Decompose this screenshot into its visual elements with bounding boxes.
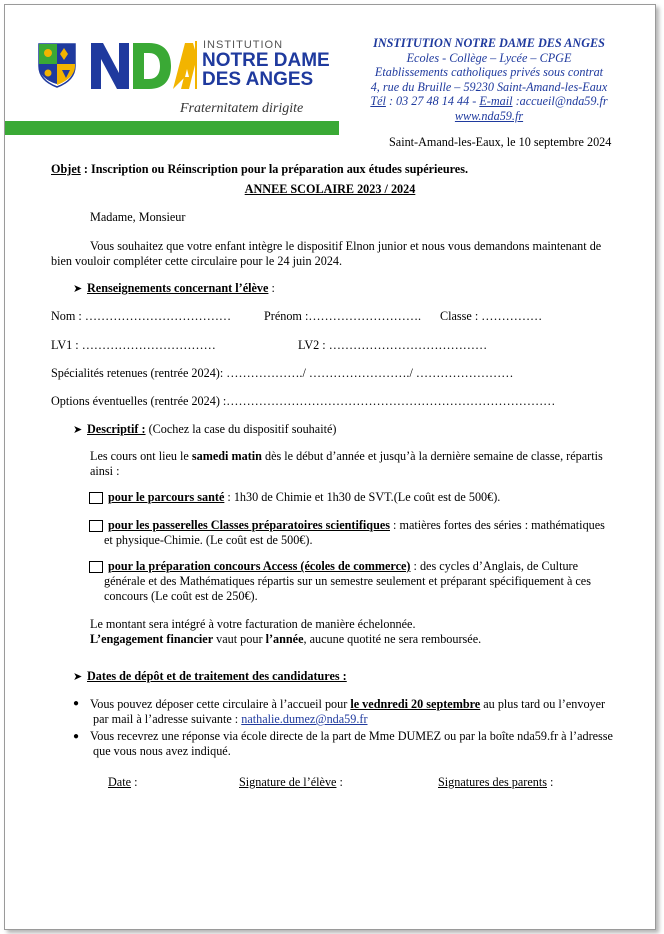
- engagement-mid: vaut pour: [213, 632, 266, 646]
- option2-title: pour les passerelles Classes préparatoires scientifiques: [108, 518, 390, 532]
- date-line: Saint-Amand-les-Eaux, le 10 septembre 2024: [389, 135, 612, 149]
- lv2-field[interactable]: LV2 : …………………………………: [298, 338, 488, 352]
- objet-label: Objet: [51, 162, 81, 176]
- email-link[interactable]: nathalie.dumez@nda59.fr: [241, 712, 368, 726]
- section2-subtitle: (Cochez la case du dispositif souhaité): [145, 422, 337, 436]
- option3-line-2: générale et des Mathématiques répartis sur un semestre seulement et préparant spécifiquement à ces: [104, 574, 591, 588]
- student-signature-suffix: :: [336, 775, 343, 789]
- option2-line-2: et physique-Chimie. (Le coût est de 500€).: [104, 533, 313, 547]
- salutation: Madame, Monsieur: [90, 210, 186, 224]
- green-band: [5, 121, 339, 135]
- bullet1-text-a: Vous pouvez déposer cette circulaire à l’accueil pour: [90, 697, 351, 711]
- checkbox-concours-access[interactable]: [89, 561, 103, 573]
- engagement-bold: L’engagement financier: [90, 632, 214, 646]
- option2-text: : matières fortes des séries : mathématiques: [390, 518, 605, 532]
- website-link[interactable]: www.nda59.fr: [454, 108, 524, 123]
- engagement-bold-2: l’année: [265, 632, 304, 646]
- option3-text: : des cycles d’Anglais, de Culture: [410, 559, 579, 573]
- bullet1-line2-text: par mail à l’adresse suivante :: [93, 712, 242, 726]
- parents-signature-label: Signatures des parents: [438, 775, 547, 789]
- option1-line: [108, 490, 500, 505]
- signature-student[interactable]: [239, 775, 343, 790]
- section3-heading: [73, 669, 347, 685]
- engagement-note: [90, 632, 481, 647]
- brand-line-1: INSTITUTION: [203, 39, 284, 51]
- tel-label: Tél: [370, 94, 386, 108]
- schools-line: Ecoles - Collège – Lycée – CPGE: [406, 50, 572, 65]
- specialites-field[interactable]: Spécialités retenues (rentrée 2024): ………………./ ……………………./ ……………………: [51, 366, 514, 380]
- motto: Fraternitatem dirigite: [180, 101, 304, 116]
- institution-name: INSTITUTION NOTRE DAME DES ANGES: [373, 36, 605, 50]
- tel-value: : 03 27 48 14 44 -: [385, 94, 480, 108]
- arrow-bullet-icon: ➤: [73, 283, 83, 295]
- bullet2-line-2: que vous nous avez indiqué.: [93, 744, 231, 758]
- coat-of-arms-icon: [37, 42, 77, 88]
- address-line: 4, rue du Bruille – 59230 Saint-Amand-les-Eaux: [370, 79, 608, 94]
- lead-text-a: Les cours ont lieu le: [90, 449, 192, 463]
- arrow-bullet-icon: ➤: [73, 671, 83, 683]
- bullet2-line-1: Vous recevrez une réponse via école directe de la part de Mme DUMEZ ou par la boîte nda59.fr à l’adresse: [90, 729, 613, 743]
- contact-line: [355, 94, 623, 109]
- bullet1-line-2: [93, 712, 368, 727]
- document-page: [4, 4, 656, 930]
- section2-title: Descriptif :: [87, 422, 146, 436]
- objet-text: : Inscription ou Réinscription pour la préparation aux études supérieures.: [80, 162, 469, 176]
- date-suffix: :: [131, 775, 138, 789]
- prenom-field[interactable]: Prénom :……………………….: [264, 309, 422, 323]
- checkbox-passerelles-prepa[interactable]: [89, 520, 103, 532]
- parents-signature-suffix: :: [547, 775, 554, 789]
- billing-note: Le montant sera intégré à votre facturation de manière échelonnée.: [90, 617, 416, 631]
- signature-date[interactable]: [108, 775, 137, 790]
- option3-title: pour la préparation concours Access (écoles de commerce): [108, 559, 411, 573]
- engagement-end: , aucune quotité ne sera remboursée.: [303, 632, 482, 646]
- section2-lead: [90, 449, 603, 464]
- lv1-field[interactable]: LV1 : ……………………………: [51, 338, 216, 352]
- intro-line-1: Vous souhaitez que votre enfant intègre le dispositif Elnon junior et nous vous demandons maintenant de: [90, 239, 602, 253]
- institution-block: [355, 36, 623, 123]
- logo-divider: [195, 41, 197, 89]
- section1-title: Renseignements concernant l’élève: [87, 281, 269, 295]
- catholic-line: Etablissements catholiques privés sous contrat: [374, 65, 604, 79]
- bullet-dot-icon: ●: [73, 698, 80, 709]
- checkbox-parcours-sante[interactable]: [89, 492, 103, 504]
- classe-field[interactable]: Classe : ……………: [440, 309, 543, 323]
- student-signature-label: Signature de l’élève: [239, 775, 337, 789]
- email-value: :accueil@nda59.fr: [512, 94, 608, 108]
- option3-line-3: concours (Le coût est de 250€).: [104, 589, 258, 603]
- section1-suffix: :: [268, 281, 275, 295]
- option2-line: [108, 518, 605, 533]
- section2-lead-c: ainsi :: [90, 464, 120, 478]
- option3-line: [108, 559, 578, 574]
- section1-heading: [73, 281, 275, 297]
- email-label: E-mail: [479, 94, 513, 108]
- bullet1-deadline: le vednredi 20 septembre: [350, 697, 481, 711]
- date-label: Date: [108, 775, 132, 789]
- bullet-dot-icon: ●: [73, 731, 80, 742]
- lead-text-bold: samedi matin: [191, 449, 262, 463]
- options-field[interactable]: Options éventuelles (rentrée 2024) :………………………………………………………………………: [51, 394, 556, 408]
- signature-parents[interactable]: [438, 775, 553, 790]
- option1-title: pour le parcours santé: [108, 490, 225, 504]
- bullet1-line-1: [90, 697, 605, 712]
- school-year: ANNEE SCOLAIRE 2023 / 2024: [244, 182, 416, 196]
- website-line: [355, 109, 623, 124]
- lead-text-b: dès le début d’année et jusqu’à la dernière semaine de classe, répartis: [261, 449, 603, 463]
- bullet1-text-b: au plus tard ou l’envoyer: [480, 697, 606, 711]
- brand-line-3: DES ANGES: [202, 69, 314, 90]
- intro-line-2: bien vouloir compléter cette circulaire pour le 24 juin 2024.: [51, 254, 343, 268]
- nda-logo-icon: [89, 39, 199, 91]
- nom-field[interactable]: Nom : ………………………………: [51, 309, 232, 323]
- objet-line: [51, 162, 468, 177]
- arrow-bullet-icon: ➤: [73, 424, 83, 436]
- section2-heading: [73, 422, 336, 438]
- brand-line-2: NOTRE DAME: [202, 50, 330, 71]
- section3-title: Dates de dépôt et de traitement des candidatures :: [87, 669, 347, 683]
- option1-text: : 1h30 de Chimie et 1h30 de SVT.(Le coût est de 500€).: [224, 490, 501, 504]
